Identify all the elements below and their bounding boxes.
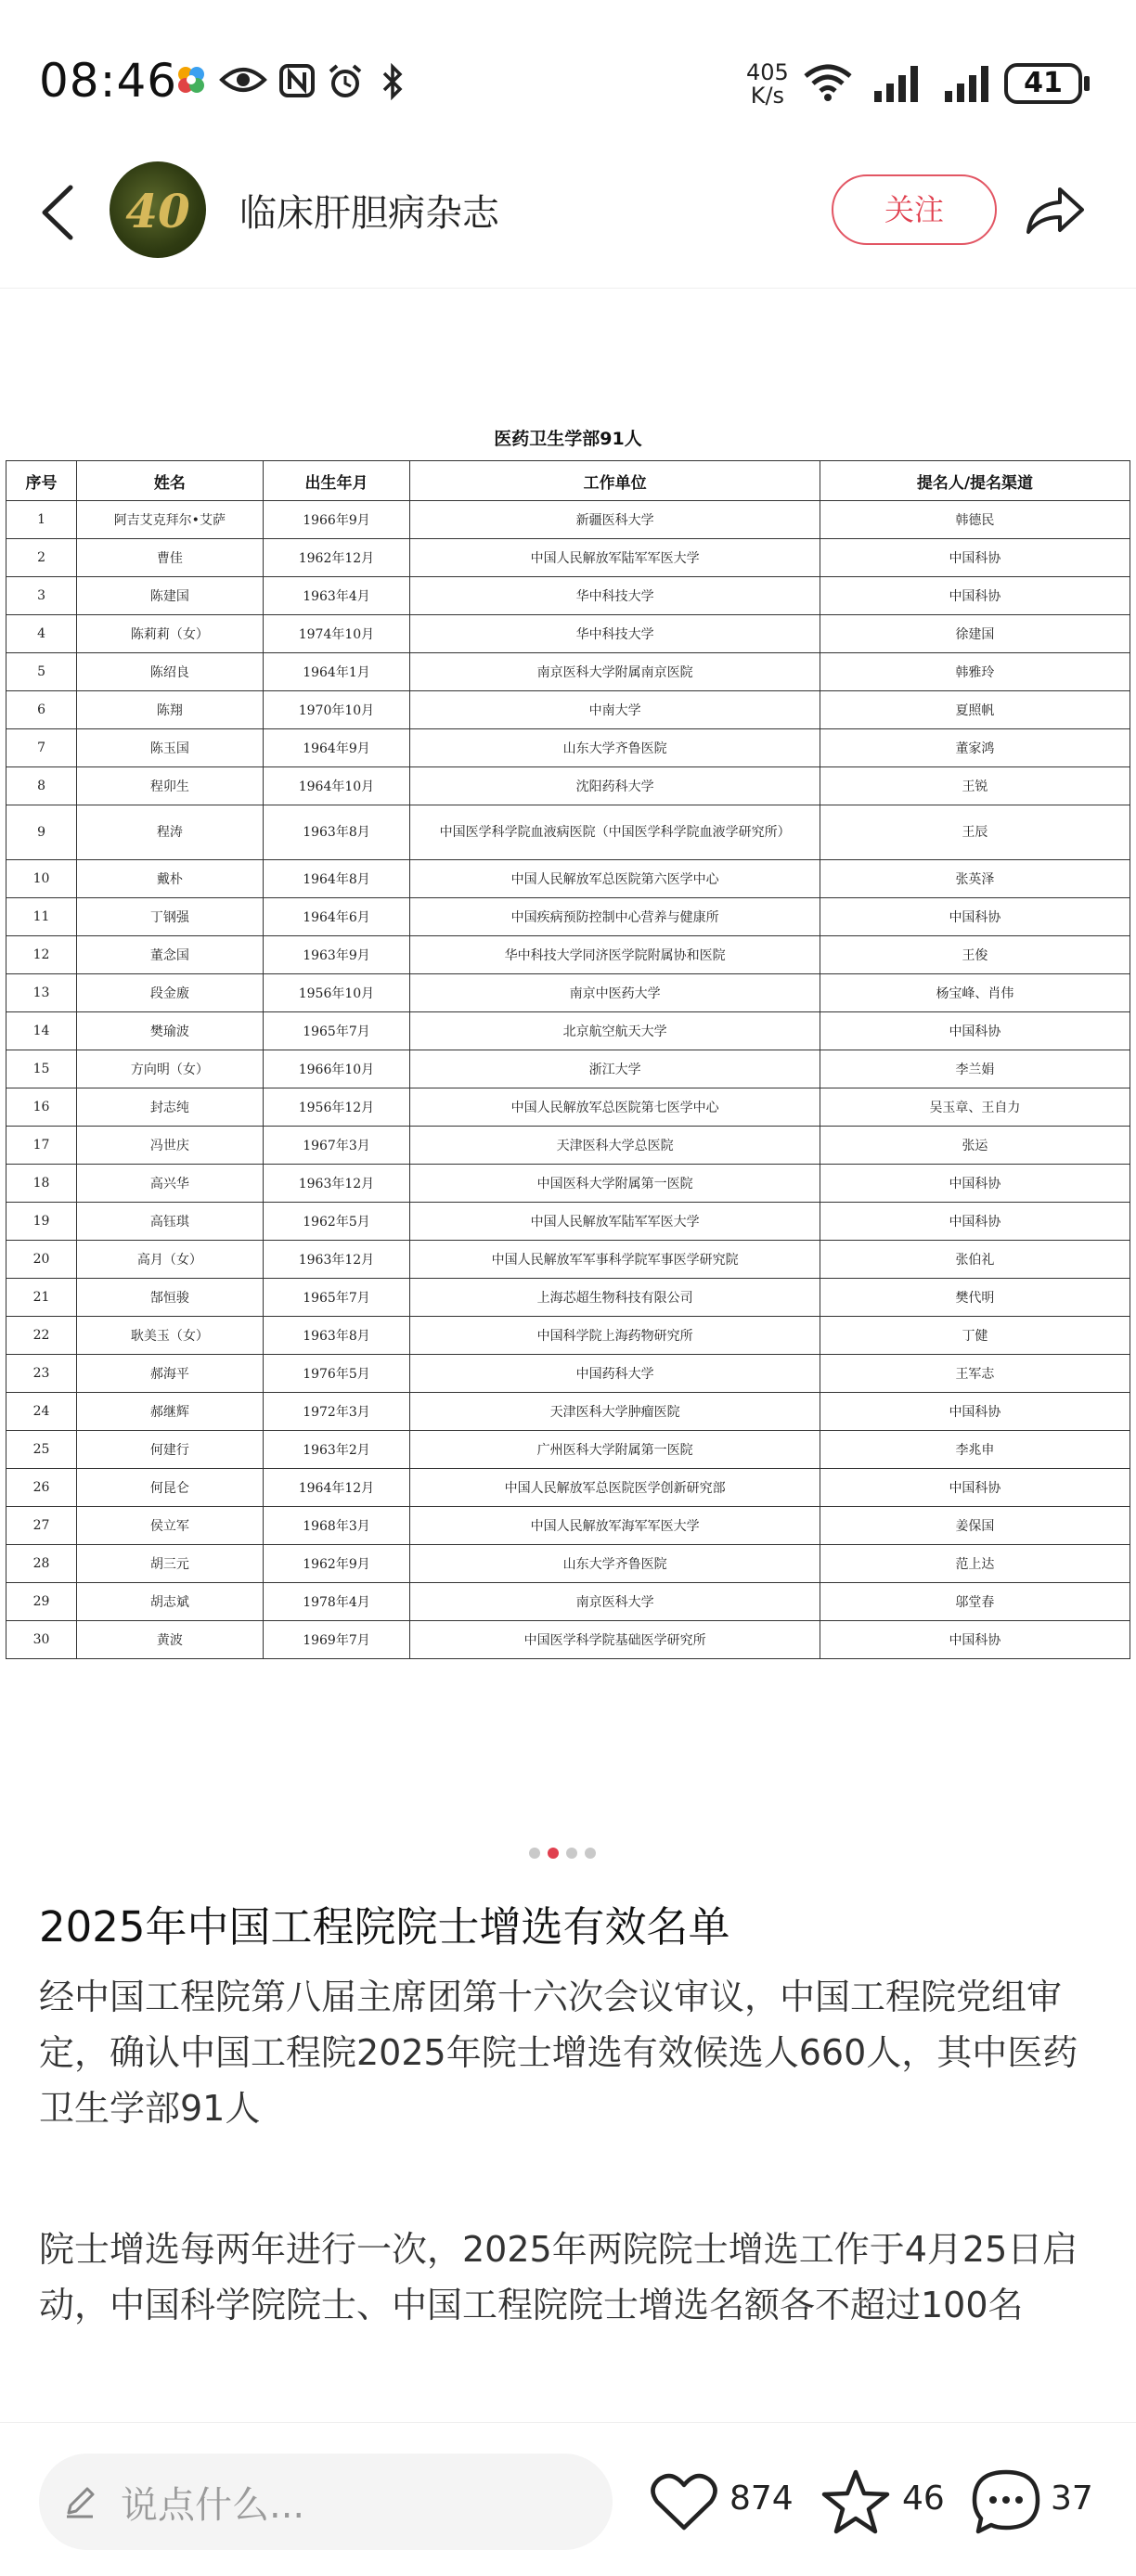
cell-name: 戴朴 bbox=[77, 860, 264, 898]
column-header: 工作单位 bbox=[410, 461, 820, 501]
cell-name: 董念国 bbox=[77, 936, 264, 974]
cell-birth: 1964年12月 bbox=[263, 1469, 410, 1507]
cell-nominator: 中国科协 bbox=[820, 539, 1130, 577]
eye-icon bbox=[219, 63, 267, 97]
battery-tip bbox=[1084, 76, 1090, 91]
table-row bbox=[6, 898, 1130, 936]
table-row bbox=[6, 1583, 1130, 1621]
cell-name: 黄波 bbox=[77, 1621, 264, 1659]
cell-institution: 华中科技大学 bbox=[410, 577, 820, 615]
cell-index: 9 bbox=[6, 805, 77, 860]
table-row bbox=[6, 1431, 1130, 1469]
cell-birth: 1964年8月 bbox=[263, 860, 410, 898]
table-row bbox=[6, 1203, 1130, 1241]
article-paragraph-1: 经中国工程院第八届主席团第十六次会议审议，中国工程院党组审定，确认中国工程院2025年院士增选有效候选人660人，其中医药卫生学部91人 bbox=[39, 1977, 1078, 2129]
cell-index: 30 bbox=[6, 1621, 77, 1659]
cell-index: 27 bbox=[6, 1507, 77, 1545]
cell-name: 陈玉国 bbox=[77, 729, 264, 767]
cell-nominator: 李兆申 bbox=[820, 1431, 1130, 1469]
cell-nominator: 张运 bbox=[820, 1127, 1130, 1165]
cell-nominator: 中国科协 bbox=[820, 1203, 1130, 1241]
table-row bbox=[6, 615, 1130, 653]
table-row bbox=[6, 1241, 1130, 1279]
cell-nominator: 董家鸿 bbox=[820, 729, 1130, 767]
cell-index: 29 bbox=[6, 1583, 77, 1621]
cell-nominator: 中国科协 bbox=[820, 577, 1130, 615]
cell-birth: 1964年9月 bbox=[263, 729, 410, 767]
back-button[interactable] bbox=[37, 184, 78, 241]
cell-institution: 中国医学科学院基础医学研究所 bbox=[410, 1621, 820, 1659]
cell-birth: 1963年9月 bbox=[263, 936, 410, 974]
cell-index: 4 bbox=[6, 615, 77, 653]
cell-nominator: 徐建国 bbox=[820, 615, 1130, 653]
cell-nominator: 中国科协 bbox=[820, 1165, 1130, 1203]
follow-button[interactable]: 关注 bbox=[832, 174, 997, 245]
cell-birth: 1970年10月 bbox=[263, 691, 410, 729]
table-body bbox=[6, 501, 1130, 1659]
cell-index: 3 bbox=[6, 577, 77, 615]
share-icon[interactable] bbox=[1025, 182, 1086, 238]
battery-indicator: 41 bbox=[1004, 63, 1082, 104]
table-row bbox=[6, 860, 1130, 898]
cell-index: 17 bbox=[6, 1127, 77, 1165]
star-icon[interactable] bbox=[820, 2468, 891, 2535]
cell-institution: 中国药科大学 bbox=[410, 1355, 820, 1393]
cell-birth: 1956年10月 bbox=[263, 974, 410, 1012]
cell-index: 19 bbox=[6, 1203, 77, 1241]
cell-birth: 1964年1月 bbox=[263, 653, 410, 691]
cell-institution: 上海芯超生物科技有限公司 bbox=[410, 1279, 820, 1317]
cell-signal-1-icon bbox=[872, 63, 923, 104]
cell-nominator: 韩雅玲 bbox=[820, 653, 1130, 691]
cell-institution: 南京医科大学附属南京医院 bbox=[410, 653, 820, 691]
cell-institution: 山东大学齐鲁医院 bbox=[410, 1545, 820, 1583]
table-header-row bbox=[6, 461, 1130, 501]
network-speed bbox=[746, 61, 789, 108]
app-colorwheel-icon bbox=[174, 63, 208, 97]
article-title: 2025年中国工程院院士增选有效名单 bbox=[39, 1902, 730, 1951]
cell-nominator: 张英泽 bbox=[820, 860, 1130, 898]
cell-name: 曹佳 bbox=[77, 539, 264, 577]
image-pager[interactable] bbox=[529, 1845, 603, 1858]
table-row bbox=[6, 1469, 1130, 1507]
journal-name[interactable]: 临床肝胆病杂志 bbox=[239, 192, 499, 235]
cell-name: 阿吉艾克拜尔•艾萨 bbox=[77, 501, 264, 539]
table-row bbox=[6, 1545, 1130, 1583]
comment-placeholder[interactable]: 说点什么... bbox=[121, 2484, 305, 2527]
cell-birth: 1966年9月 bbox=[263, 501, 410, 539]
cell-index: 13 bbox=[6, 974, 77, 1012]
table-row bbox=[6, 1317, 1130, 1355]
cell-nominator: 中国科协 bbox=[820, 898, 1130, 936]
table-row bbox=[6, 577, 1130, 615]
cell-institution: 广州医科大学附属第一医院 bbox=[410, 1431, 820, 1469]
cell-index: 1 bbox=[6, 501, 77, 539]
cell-index: 25 bbox=[6, 1431, 77, 1469]
cell-nominator: 中国科协 bbox=[820, 1012, 1130, 1050]
cell-name: 樊瑜波 bbox=[77, 1012, 264, 1050]
cell-birth: 1969年7月 bbox=[263, 1621, 410, 1659]
cell-institution: 中国医科大学附属第一医院 bbox=[410, 1165, 820, 1203]
alarm-icon bbox=[327, 63, 364, 100]
cell-birth: 1965年7月 bbox=[263, 1012, 410, 1050]
article-paragraph-2: 院士增选每两年进行一次，2025年两院院士增选工作于4月25日启动，中国科学院院士、中国工程院院士增选名额各不超过100名 bbox=[39, 2229, 1078, 2325]
cell-birth: 1963年8月 bbox=[263, 1317, 410, 1355]
cell-name: 高月（女） bbox=[77, 1241, 264, 1279]
cell-name: 侯立军 bbox=[77, 1507, 264, 1545]
pager-dot[interactable] bbox=[585, 1848, 596, 1859]
table-row bbox=[6, 936, 1130, 974]
cell-nominator: 王锐 bbox=[820, 767, 1130, 805]
candidate-table bbox=[6, 460, 1130, 1659]
cell-nominator: 中国科协 bbox=[820, 1469, 1130, 1507]
cell-nominator: 李兰娟 bbox=[820, 1050, 1130, 1088]
table-row bbox=[6, 1279, 1130, 1317]
comment-count: 37 bbox=[1051, 2479, 1093, 2518]
cell-nominator: 韩德民 bbox=[820, 501, 1130, 539]
cell-name: 胡志斌 bbox=[77, 1583, 264, 1621]
status-bar bbox=[0, 0, 1136, 158]
cell-index: 12 bbox=[6, 936, 77, 974]
cell-nominator: 樊代明 bbox=[820, 1279, 1130, 1317]
nfc-icon bbox=[278, 63, 316, 98]
cell-birth: 1963年2月 bbox=[263, 1431, 410, 1469]
cell-institution: 中国人民解放军总医院医学创新研究部 bbox=[410, 1469, 820, 1507]
status-time: 08:46 bbox=[39, 54, 178, 108]
cell-name: 陈莉莉（女） bbox=[77, 615, 264, 653]
table-row bbox=[6, 974, 1130, 1012]
cell-name: 程涛 bbox=[77, 805, 264, 860]
table-row bbox=[6, 653, 1130, 691]
cell-name: 段金廒 bbox=[77, 974, 264, 1012]
table-row bbox=[6, 691, 1130, 729]
candidate-table-wrapper bbox=[6, 460, 1130, 1659]
cell-index: 20 bbox=[6, 1241, 77, 1279]
cell-index: 5 bbox=[6, 653, 77, 691]
cell-index: 7 bbox=[6, 729, 77, 767]
cell-signal-2-icon bbox=[943, 63, 993, 104]
journal-avatar[interactable] bbox=[110, 161, 206, 258]
cell-nominator: 王俊 bbox=[820, 936, 1130, 974]
cell-birth: 1974年10月 bbox=[263, 615, 410, 653]
cell-index: 22 bbox=[6, 1317, 77, 1355]
like-count: 874 bbox=[729, 2479, 794, 2518]
table-row bbox=[6, 1621, 1130, 1659]
cell-birth: 1972年3月 bbox=[263, 1393, 410, 1431]
cell-institution: 南京医科大学 bbox=[410, 1583, 820, 1621]
column-header: 出生年月 bbox=[263, 461, 410, 501]
cell-name: 程卯生 bbox=[77, 767, 264, 805]
table-row bbox=[6, 1165, 1130, 1203]
cell-nominator: 邬堂春 bbox=[820, 1583, 1130, 1621]
cell-institution: 中南大学 bbox=[410, 691, 820, 729]
table-row bbox=[6, 805, 1130, 860]
cell-institution: 中国人民解放军陆军军医大学 bbox=[410, 539, 820, 577]
cell-birth: 1962年5月 bbox=[263, 1203, 410, 1241]
cell-nominator: 杨宝峰、肖伟 bbox=[820, 974, 1130, 1012]
cell-birth: 1976年5月 bbox=[263, 1355, 410, 1393]
cell-birth: 1966年10月 bbox=[263, 1050, 410, 1088]
favorite-count: 46 bbox=[902, 2479, 945, 2518]
cell-institution: 中国人民解放军总医院第七医学中心 bbox=[410, 1088, 820, 1127]
pager-dot[interactable] bbox=[548, 1848, 559, 1859]
table-row bbox=[6, 1127, 1130, 1165]
cell-birth: 1963年12月 bbox=[263, 1165, 410, 1203]
cell-birth: 1962年12月 bbox=[263, 539, 410, 577]
cell-index: 24 bbox=[6, 1393, 77, 1431]
cell-birth: 1956年12月 bbox=[263, 1088, 410, 1127]
cell-index: 16 bbox=[6, 1088, 77, 1127]
cell-institution: 中国疾病预防控制中心营养与健康所 bbox=[410, 898, 820, 936]
cell-institution: 新疆医科大学 bbox=[410, 501, 820, 539]
cell-index: 21 bbox=[6, 1279, 77, 1317]
cell-nominator: 王辰 bbox=[820, 805, 1130, 860]
cell-nominator: 范上达 bbox=[820, 1545, 1130, 1583]
cell-index: 26 bbox=[6, 1469, 77, 1507]
cell-index: 28 bbox=[6, 1545, 77, 1583]
table-row bbox=[6, 1050, 1130, 1088]
cell-institution: 山东大学齐鲁医院 bbox=[410, 729, 820, 767]
cell-name: 冯世庆 bbox=[77, 1127, 264, 1165]
column-header: 提名人/提名渠道 bbox=[820, 461, 1130, 501]
cell-name: 耿美玉（女） bbox=[77, 1317, 264, 1355]
cell-index: 14 bbox=[6, 1012, 77, 1050]
table-row bbox=[6, 1355, 1130, 1393]
table-row bbox=[6, 1088, 1130, 1127]
cell-nominator: 夏照帆 bbox=[820, 691, 1130, 729]
cell-name: 封志纯 bbox=[77, 1088, 264, 1127]
cell-name: 郝继辉 bbox=[77, 1393, 264, 1431]
heart-icon[interactable] bbox=[650, 2470, 718, 2533]
cell-name: 方向明（女） bbox=[77, 1050, 264, 1088]
cell-institution: 华中科技大学 bbox=[410, 615, 820, 653]
cell-nominator: 张伯礼 bbox=[820, 1241, 1130, 1279]
cell-institution: 中国人民解放军海军军医大学 bbox=[410, 1507, 820, 1545]
cell-nominator: 中国科协 bbox=[820, 1621, 1130, 1659]
pager-dot[interactable] bbox=[566, 1848, 577, 1859]
cell-institution: 华中科技大学同济医学院附属协和医院 bbox=[410, 936, 820, 974]
cell-birth: 1965年7月 bbox=[263, 1279, 410, 1317]
cell-name: 何昆仑 bbox=[77, 1469, 264, 1507]
pager-dot[interactable] bbox=[529, 1848, 540, 1859]
cell-institution: 浙江大学 bbox=[410, 1050, 820, 1088]
cell-name: 高钰琪 bbox=[77, 1203, 264, 1241]
wifi-icon bbox=[802, 63, 854, 102]
cell-nominator: 吴玉章、王自力 bbox=[820, 1088, 1130, 1127]
table-row bbox=[6, 767, 1130, 805]
network-speed-value: 405 bbox=[746, 59, 789, 85]
cell-institution: 中国人民解放军陆军军医大学 bbox=[410, 1203, 820, 1241]
cell-index: 6 bbox=[6, 691, 77, 729]
cell-institution: 沈阳药科大学 bbox=[410, 767, 820, 805]
cell-birth: 1963年4月 bbox=[263, 577, 410, 615]
table-row bbox=[6, 729, 1130, 767]
cell-birth: 1964年6月 bbox=[263, 898, 410, 936]
cell-nominator: 王军志 bbox=[820, 1355, 1130, 1393]
table-row bbox=[6, 1393, 1130, 1431]
cell-name: 何建行 bbox=[77, 1431, 264, 1469]
cell-birth: 1963年12月 bbox=[263, 1241, 410, 1279]
cell-index: 18 bbox=[6, 1165, 77, 1203]
cell-name: 郝海平 bbox=[77, 1355, 264, 1393]
cell-birth: 1968年3月 bbox=[263, 1507, 410, 1545]
table-row bbox=[6, 539, 1130, 577]
cell-index: 23 bbox=[6, 1355, 77, 1393]
bluetooth-icon bbox=[381, 63, 405, 100]
cell-name: 陈翔 bbox=[77, 691, 264, 729]
cell-birth: 1962年9月 bbox=[263, 1545, 410, 1583]
column-header: 姓名 bbox=[77, 461, 264, 501]
cell-institution: 中国科学院上海药物研究所 bbox=[410, 1317, 820, 1355]
table-row bbox=[6, 1507, 1130, 1545]
cell-institution: 天津医科大学肿瘤医院 bbox=[410, 1393, 820, 1431]
cell-name: 高兴华 bbox=[77, 1165, 264, 1203]
cell-index: 11 bbox=[6, 898, 77, 936]
cell-index: 15 bbox=[6, 1050, 77, 1088]
cell-name: 郜恒骏 bbox=[77, 1279, 264, 1317]
cell-name: 胡三元 bbox=[77, 1545, 264, 1583]
column-header: 序号 bbox=[6, 461, 77, 501]
cell-nominator: 中国科协 bbox=[820, 1393, 1130, 1431]
cell-name: 陈建国 bbox=[77, 577, 264, 615]
cell-birth: 1963年8月 bbox=[263, 805, 410, 860]
cell-institution: 中国人民解放军军事科学院军事医学研究院 bbox=[410, 1241, 820, 1279]
cell-institution: 中国医学科学院血液病医院（中国医学科学院血液学研究所） bbox=[410, 805, 820, 860]
cell-institution: 天津医科大学总医院 bbox=[410, 1127, 820, 1165]
cell-institution: 北京航空航天大学 bbox=[410, 1012, 820, 1050]
bottom-bar-divider bbox=[0, 2422, 1136, 2423]
avatar-logo-text: 40 bbox=[125, 184, 190, 238]
cell-institution: 中国人民解放军总医院第六医学中心 bbox=[410, 860, 820, 898]
cell-name: 丁钢强 bbox=[77, 898, 264, 936]
cell-index: 10 bbox=[6, 860, 77, 898]
table-row bbox=[6, 501, 1130, 539]
cell-index: 8 bbox=[6, 767, 77, 805]
cell-birth: 1978年4月 bbox=[263, 1583, 410, 1621]
pencil-icon bbox=[61, 2483, 98, 2520]
cell-birth: 1967年3月 bbox=[263, 1127, 410, 1165]
network-speed-unit: K/s bbox=[750, 83, 785, 109]
table-caption: 医药卫生学部91人 bbox=[494, 429, 642, 449]
cell-nominator: 姜保国 bbox=[820, 1507, 1130, 1545]
cell-institution: 南京中医药大学 bbox=[410, 974, 820, 1012]
cell-index: 2 bbox=[6, 539, 77, 577]
table-row bbox=[6, 1012, 1130, 1050]
cell-nominator: 丁健 bbox=[820, 1317, 1130, 1355]
cell-name: 陈绍良 bbox=[77, 653, 264, 691]
cell-birth: 1964年10月 bbox=[263, 767, 410, 805]
comment-bubble-icon[interactable] bbox=[971, 2468, 1041, 2535]
